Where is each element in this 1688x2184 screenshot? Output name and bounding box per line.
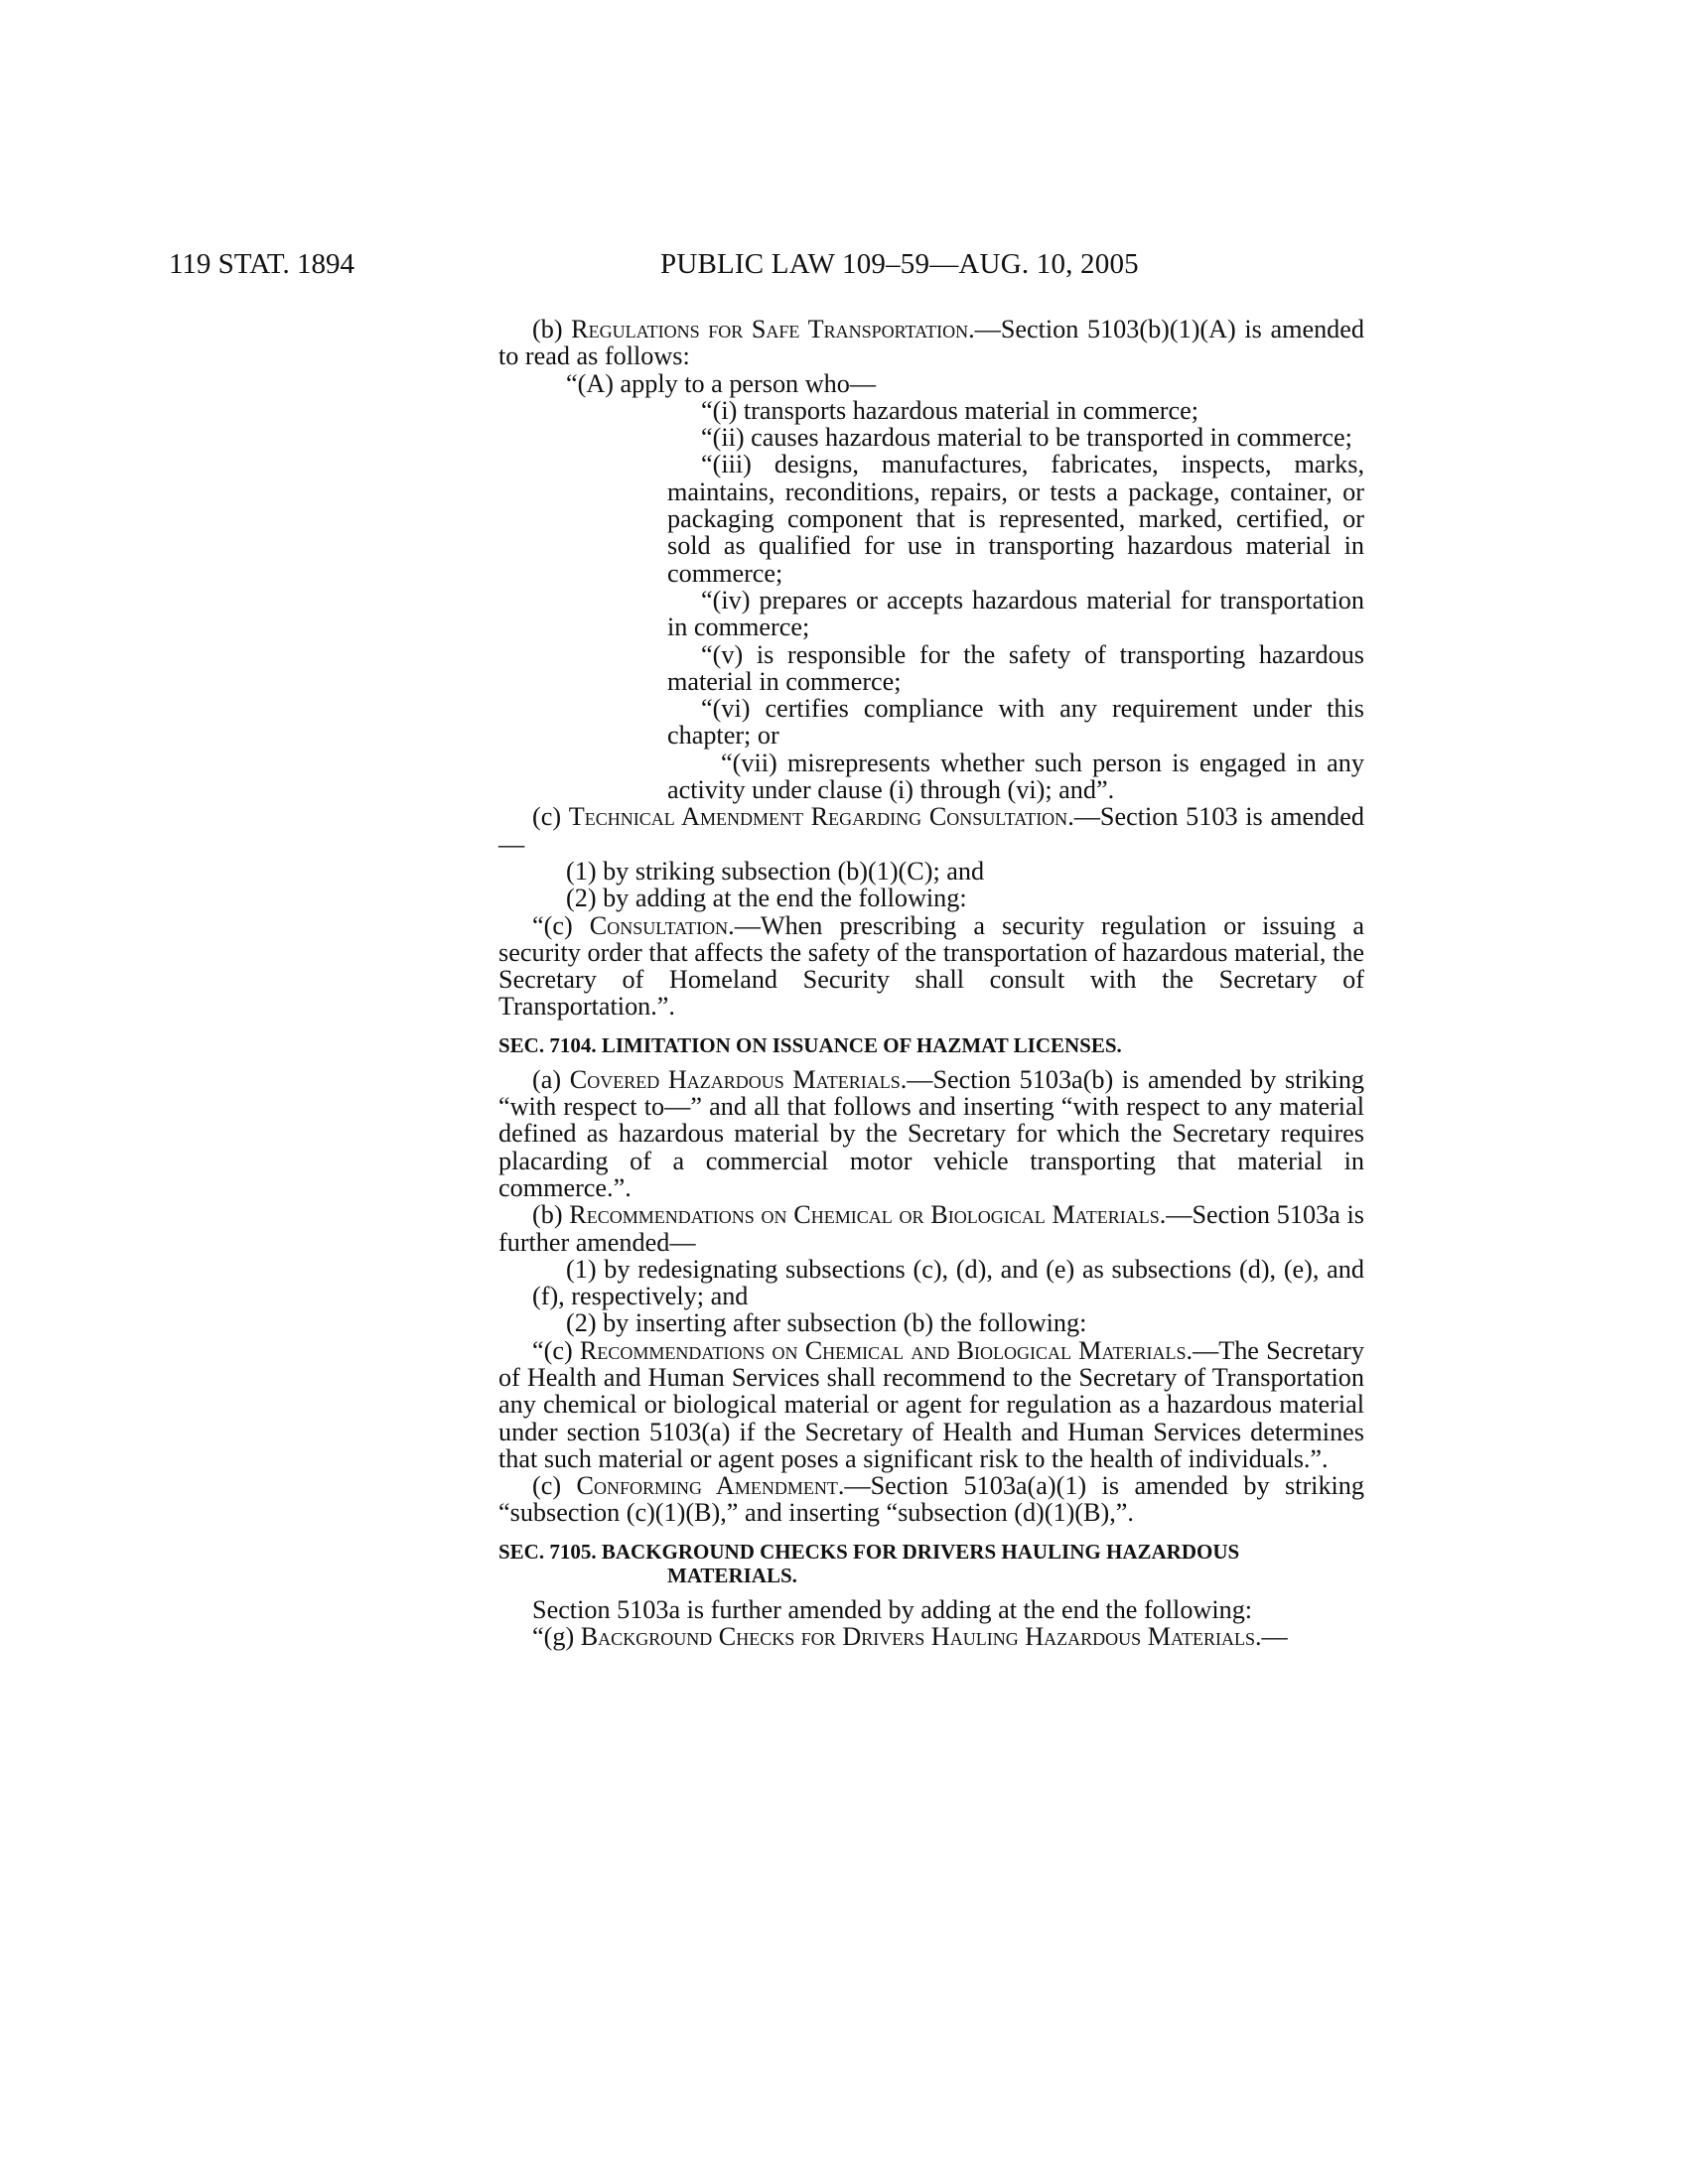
paragraph-2-inserting: (2) by inserting after subsection (b) the following: (566, 1308, 1087, 1338)
subsection-a-covered-materials: (a) Covered Hazardous Materials.—Section 5103a(b) is amended by striking “with respect to—” and all that follows and inserting “with respect to any material defined as hazardous material by the Secretary for which the Secretary requires placarding of a commercial motor vehicle transporting that material in commerce.”. (498, 1064, 1365, 1202)
inserted-subsection-c-recommendations: “(c) Recommendations on Chemical and Biological Materials.—The Secretary of Health and Human Services shall recommend to the Secretary of Transportation any chemical or biological material or agent for regulation as a hazardous material under section 5103(a) if the Secretary of Health and Human Services determines that such material or agent poses a significant risk to the health of individuals.”. (498, 1335, 1364, 1473)
public-law-reference: PUBLIC LAW 109–59—AUG. 10, 2005 (660, 248, 1139, 280)
subsection-b-regulations: (b) Regulations for Safe Transportation.—Section 5103(b)(1)(A) is amended to read as follows: (498, 315, 1364, 371)
section-7105-intro: Section 5103a is further amended by adding at the end the following: (532, 1594, 1253, 1624)
statute-text (498, 316, 1364, 1650)
paragraph-1-redesignating: (1) by redesignating subsections (c), (d), and (e) as subsections (d), (e), and (f), respectively; and (532, 1254, 1364, 1311)
clause-v: “(v) is responsible for the safety of transporting hazardous material in commerce; (667, 639, 1364, 696)
clause-i: “(i) transports hazardous material in commerce; (701, 395, 1198, 425)
subsection-c-technical-amendment: (c) Technical Amendment Regarding Consultation.—Section 5103 is amended— (498, 802, 1364, 859)
paragraph-2-adding: (2) by adding at the end the following: (566, 884, 967, 913)
clause-iii: “(iii) designs, manufactures, fabricates, inspects, marks, maintains, reconditions, repairs, or tests a package, container, or packaging component that is represented, marked, certified, or sold as qualified for use in transporting hazardous material in commerce; (667, 450, 1364, 588)
subsection-c-conforming-amendment: (c) Conforming Amendment.—Section 5103a(a)(1) is amended by striking “subsection (c)(1)(B),” and inserting “subsection (d)(1)(B),”. (498, 1471, 1364, 1528)
clause-a-apply: “(A) apply to a person who— (566, 368, 876, 398)
inserted-subsection-c-consultation: “(c) Consultation.—When prescribing a security regulation or issuing a security order that affects the safety of the transportation of hazardous material, the Secretary of Homeland Security shall consult with the Secretary of Transportation.”. (498, 910, 1364, 1022)
paragraph-1-striking: (1) by striking subsection (b)(1)(C); and (566, 856, 985, 886)
stat-page-reference: 119 STAT. 1894 (169, 248, 354, 280)
section-7105-heading: SEC. 7105. BACKGROUND CHECKS FOR DRIVERS HAULING HAZARDOUS MATERIALS. (498, 1539, 1240, 1587)
clause-vii: “(vii) misrepresents whether such person is engaged in any activity under clause (i) through (vi); and”. (667, 748, 1364, 805)
clause-ii: “(ii) causes hazardous material to be transported in commerce; (701, 423, 1352, 453)
page-header (0, 248, 1688, 288)
inserted-subsection-g-background-checks: “(g) Background Checks for Drivers Hauling Hazardous Materials.— (532, 1622, 1288, 1652)
clause-vi: “(vi) certifies compliance with any requirement under this chapter; or (667, 694, 1364, 751)
subsection-b-recommendations: (b) Recommendations on Chemical or Biological Materials.—Section 5103a is further amended— (498, 1200, 1364, 1257)
clause-iv: “(iv) prepares or accepts hazardous material for transportation in commerce; (667, 585, 1364, 642)
section-7104-heading: SEC. 7104. LIMITATION ON ISSUANCE OF HAZMAT LICENSES. (498, 1032, 1122, 1057)
